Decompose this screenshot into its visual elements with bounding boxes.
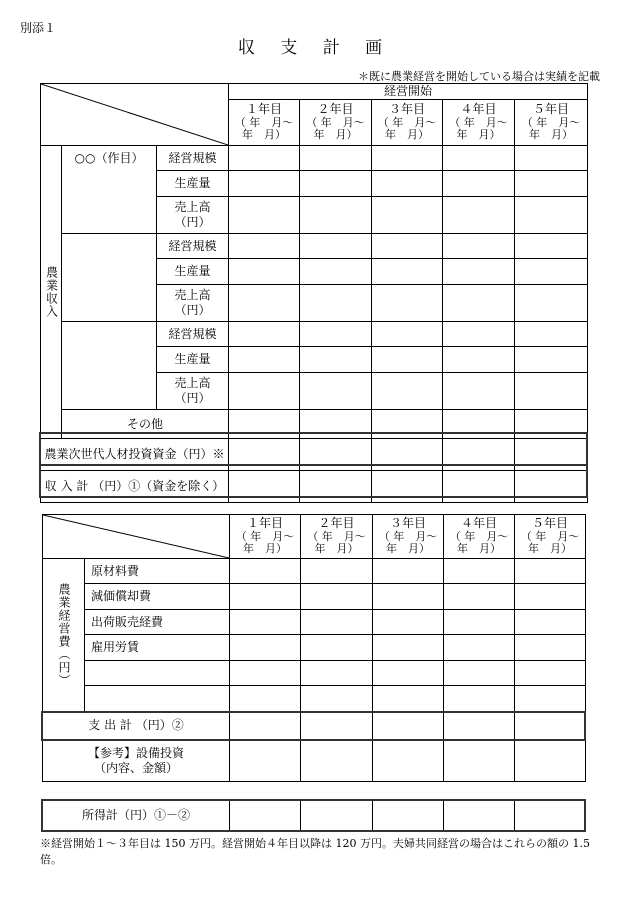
cell[interactable] [443, 347, 515, 373]
sales-label: 売上高 （円） [157, 285, 229, 322]
investment-ref-label: 【参考】設備投資 （内容、金額） [43, 740, 230, 782]
cell[interactable] [372, 259, 443, 285]
header-corner [41, 84, 229, 146]
cell[interactable] [229, 146, 300, 171]
cell[interactable] [300, 285, 372, 322]
cell[interactable] [515, 146, 588, 171]
income-table [40, 83, 588, 503]
year-header: １年目 （ 年 月～ 年 月） [229, 100, 300, 146]
cell[interactable] [444, 801, 515, 831]
cell[interactable] [301, 686, 373, 712]
cell[interactable] [372, 410, 443, 439]
cell[interactable] [230, 740, 301, 782]
expense-item-blank[interactable] [85, 661, 230, 686]
cell[interactable] [515, 439, 588, 471]
footnote: ※経営開始１～３年目は 150 万円。経営開始４年目以降は 120 万円。夫婦共同経営の場合はこれらの額の 1.5 倍。 [40, 837, 590, 866]
cell[interactable] [515, 171, 588, 197]
cell[interactable] [443, 197, 515, 234]
year-header: ２年目 （ 年 月～ 年 月） [300, 100, 372, 146]
cell[interactable] [372, 171, 443, 197]
expense-table [42, 514, 586, 782]
cell[interactable] [443, 234, 515, 259]
cell[interactable] [372, 146, 443, 171]
cell[interactable] [373, 686, 444, 712]
cell[interactable] [301, 559, 373, 584]
crop-name: ○○（作目） [62, 146, 157, 234]
cell[interactable] [515, 801, 586, 831]
cell[interactable] [443, 171, 515, 197]
cell[interactable] [515, 410, 588, 439]
cell[interactable] [515, 285, 588, 322]
cell[interactable] [372, 373, 443, 410]
year-header: ４年目 （ 年 月～ 年 月） [443, 100, 515, 146]
cell[interactable] [229, 285, 300, 322]
year-header: １年目 （ 年 月～ 年 月） [230, 515, 301, 559]
cell[interactable] [372, 439, 443, 471]
sales-label: 売上高 （円） [157, 197, 229, 234]
cell[interactable] [229, 471, 300, 503]
other-label: その他 [62, 410, 229, 439]
year-header: ４年目 （ 年 月～ 年 月） [444, 515, 515, 559]
production-label: 生産量 [157, 259, 229, 285]
cell[interactable] [301, 712, 373, 740]
cell[interactable] [373, 661, 444, 686]
cell[interactable] [444, 584, 515, 610]
cell[interactable] [515, 635, 586, 661]
cell[interactable] [372, 285, 443, 322]
cell[interactable] [230, 661, 301, 686]
cell[interactable] [229, 171, 300, 197]
cell[interactable] [229, 347, 300, 373]
cell[interactable] [373, 584, 444, 610]
cell[interactable] [300, 322, 372, 347]
profit-table [42, 800, 586, 831]
subsidy-label: 農業次世代人材投資資金（円）※ [41, 439, 229, 471]
expense-item: 出荷販売経費 [85, 610, 230, 635]
cell[interactable] [372, 322, 443, 347]
cell[interactable] [515, 712, 586, 740]
cell[interactable] [515, 322, 588, 347]
cell[interactable] [515, 740, 586, 782]
cell[interactable] [515, 584, 586, 610]
year-header: ２年目 （ 年 月～ 年 月） [301, 515, 373, 559]
cell[interactable] [515, 259, 588, 285]
cell[interactable] [300, 234, 372, 259]
cell[interactable] [515, 661, 586, 686]
start-label: 経営開始 [229, 84, 588, 100]
cell[interactable] [229, 322, 300, 347]
cell[interactable] [372, 347, 443, 373]
cell[interactable] [229, 439, 300, 471]
header-corner [43, 515, 230, 559]
cell[interactable] [515, 610, 586, 635]
cell[interactable] [373, 559, 444, 584]
cell[interactable] [373, 740, 444, 782]
cell[interactable] [372, 471, 443, 503]
expense-item: 雇用労賃 [85, 635, 230, 661]
cell[interactable] [229, 197, 300, 234]
cell[interactable] [300, 410, 372, 439]
income-total-label: 収 入 計 （円）①（資金を除く） [41, 471, 229, 503]
scale-label: 経営規模 [157, 322, 229, 347]
cell[interactable] [444, 559, 515, 584]
cell[interactable] [301, 801, 373, 831]
cell[interactable] [373, 635, 444, 661]
cell[interactable] [372, 234, 443, 259]
scale-label: 経営規模 [157, 146, 229, 171]
cell[interactable] [300, 347, 372, 373]
cell[interactable] [444, 661, 515, 686]
cell[interactable] [301, 661, 373, 686]
year-header: ３年目 （ 年 月～ 年 月） [373, 515, 444, 559]
scale-label: 経営規模 [157, 234, 229, 259]
cell[interactable] [515, 471, 588, 503]
cell[interactable] [300, 171, 372, 197]
production-label: 生産量 [157, 171, 229, 197]
year-header: ３年目 （ 年 月～ 年 月） [372, 100, 443, 146]
year-header: ５年目 （ 年 月～ 年 月） [515, 100, 588, 146]
cell[interactable] [301, 584, 373, 610]
page-title: 収 支 計 画 [237, 38, 393, 58]
sales-label: 売上高 （円） [157, 373, 229, 410]
cell[interactable] [515, 234, 588, 259]
cell[interactable] [229, 373, 300, 410]
crop-name-blank[interactable] [62, 234, 157, 322]
cell[interactable] [229, 410, 300, 439]
cell[interactable] [515, 197, 588, 234]
cell[interactable] [229, 259, 300, 285]
expense-item: 減価償却費 [85, 584, 230, 610]
cell[interactable] [443, 322, 515, 347]
cell[interactable] [373, 610, 444, 635]
cell[interactable] [443, 471, 515, 503]
cell[interactable] [230, 610, 301, 635]
cell[interactable] [444, 610, 515, 635]
cell[interactable] [444, 635, 515, 661]
cell[interactable] [301, 740, 373, 782]
cell[interactable] [443, 410, 515, 439]
cell[interactable] [230, 801, 301, 831]
cell[interactable] [300, 259, 372, 285]
cell[interactable] [515, 559, 586, 584]
cell[interactable] [372, 197, 443, 234]
cell[interactable] [301, 610, 373, 635]
cell[interactable] [230, 635, 301, 661]
expense-total-label: 支 出 計 （円）② [43, 712, 230, 740]
cell[interactable] [443, 285, 515, 322]
cell[interactable] [373, 801, 444, 831]
cell[interactable] [444, 712, 515, 740]
cell[interactable] [515, 373, 588, 410]
crop-name-blank[interactable] [62, 322, 157, 410]
cell[interactable] [443, 146, 515, 171]
cell[interactable] [373, 712, 444, 740]
expense-item-blank[interactable] [85, 686, 230, 712]
cell[interactable] [443, 259, 515, 285]
cell[interactable] [300, 471, 372, 503]
cell[interactable] [515, 686, 586, 712]
cell[interactable] [515, 347, 588, 373]
cell[interactable] [230, 712, 301, 740]
cell[interactable] [300, 439, 372, 471]
farm-expense-label: 農業経営費（円） [43, 559, 85, 712]
cell[interactable] [230, 559, 301, 584]
attachment-tag: 別添１ [20, 21, 57, 35]
cell[interactable] [443, 439, 515, 471]
cell[interactable] [229, 234, 300, 259]
production-label: 生産量 [157, 347, 229, 373]
farm-income-label: 農業収入 [41, 146, 62, 439]
cell[interactable] [230, 686, 301, 712]
cell[interactable] [444, 686, 515, 712]
cell[interactable] [230, 584, 301, 610]
cell[interactable] [301, 635, 373, 661]
cell[interactable] [443, 373, 515, 410]
cell[interactable] [444, 740, 515, 782]
actuals-note: ＊既に農業経営を開始している場合は実績を記載 [358, 70, 600, 83]
profit-label: 所得計（円）①－② [43, 801, 230, 831]
expense-item: 原材料費 [85, 559, 230, 584]
cell[interactable] [300, 373, 372, 410]
year-header: ５年目 （ 年 月～ 年 月） [515, 515, 586, 559]
cell[interactable] [300, 146, 372, 171]
cell[interactable] [300, 197, 372, 234]
